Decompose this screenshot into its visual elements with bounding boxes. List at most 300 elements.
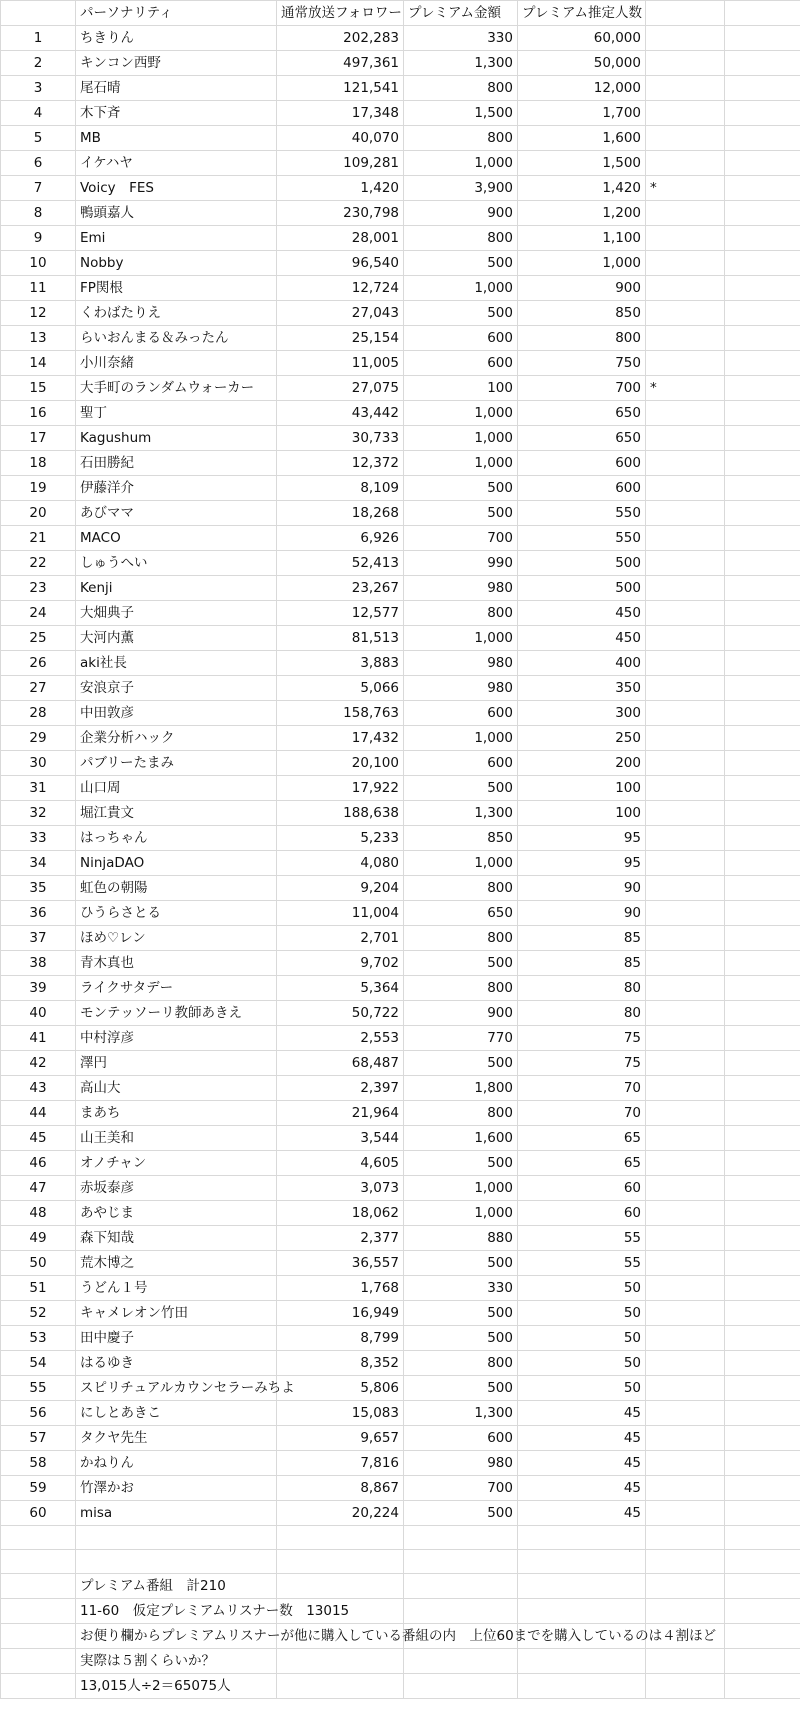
empty-cell[interactable] [725, 1451, 800, 1476]
empty-cell[interactable] [725, 1574, 800, 1599]
price-cell[interactable]: 1,000 [404, 451, 518, 476]
empty-cell[interactable] [725, 1550, 800, 1574]
followers-cell[interactable]: 12,372 [277, 451, 404, 476]
empty-cell[interactable] [725, 926, 800, 951]
rank-cell[interactable]: 1 [1, 26, 76, 51]
rank-cell[interactable]: 34 [1, 851, 76, 876]
rank-cell[interactable]: 24 [1, 601, 76, 626]
rank-cell[interactable]: 8 [1, 201, 76, 226]
price-cell[interactable]: 1,500 [404, 101, 518, 126]
estimated-cell[interactable]: 1,700 [518, 101, 646, 126]
empty-cell[interactable] [725, 1, 800, 26]
estimated-cell[interactable]: 350 [518, 676, 646, 701]
followers-cell[interactable]: 15,083 [277, 1401, 404, 1426]
personality-cell[interactable]: aki社長 [76, 651, 277, 676]
empty-cell[interactable] [725, 951, 800, 976]
estimated-cell[interactable]: 100 [518, 776, 646, 801]
empty-cell[interactable] [277, 1674, 404, 1699]
empty-cell[interactable] [646, 1574, 725, 1599]
note-cell[interactable] [646, 426, 725, 451]
personality-cell[interactable]: FP関根 [76, 276, 277, 301]
followers-cell[interactable]: 3,883 [277, 651, 404, 676]
empty-cell[interactable] [725, 876, 800, 901]
estimated-cell[interactable]: 85 [518, 926, 646, 951]
empty-cell[interactable] [725, 1401, 800, 1426]
empty-cell[interactable] [725, 826, 800, 851]
personality-cell[interactable]: 堀江貴文 [76, 801, 277, 826]
note-cell[interactable] [646, 1451, 725, 1476]
estimated-cell[interactable]: 1,200 [518, 201, 646, 226]
empty-cell[interactable] [518, 1574, 646, 1599]
personality-cell[interactable]: Nobby [76, 251, 277, 276]
rank-cell[interactable]: 47 [1, 1176, 76, 1201]
followers-cell[interactable]: 52,413 [277, 551, 404, 576]
rank-cell[interactable]: 49 [1, 1226, 76, 1251]
note-cell[interactable] [646, 501, 725, 526]
personality-cell[interactable]: オノチャン [76, 1151, 277, 1176]
note-cell[interactable] [646, 751, 725, 776]
personality-cell[interactable]: 中村淳彦 [76, 1026, 277, 1051]
price-cell[interactable]: 980 [404, 576, 518, 601]
personality-cell[interactable]: あびママ [76, 501, 277, 526]
personality-cell[interactable]: はっちゃん [76, 826, 277, 851]
rank-cell[interactable]: 19 [1, 476, 76, 501]
estimated-cell[interactable]: 550 [518, 501, 646, 526]
personality-cell[interactable]: タクヤ先生 [76, 1426, 277, 1451]
empty-cell[interactable] [404, 1649, 518, 1674]
rank-cell[interactable]: 32 [1, 801, 76, 826]
followers-cell[interactable]: 30,733 [277, 426, 404, 451]
empty-cell[interactable] [725, 476, 800, 501]
followers-cell[interactable]: 11,004 [277, 901, 404, 926]
estimated-cell[interactable]: 50,000 [518, 51, 646, 76]
followers-cell[interactable]: 6,926 [277, 526, 404, 551]
estimated-cell[interactable]: 600 [518, 476, 646, 501]
empty-cell[interactable] [725, 851, 800, 876]
header-estimated-cell[interactable]: プレミアム推定人数 [518, 1, 646, 26]
personality-cell[interactable]: 青木真也 [76, 951, 277, 976]
price-cell[interactable]: 650 [404, 901, 518, 926]
rank-cell[interactable]: 50 [1, 1251, 76, 1276]
price-cell[interactable]: 700 [404, 526, 518, 551]
followers-cell[interactable]: 21,964 [277, 1101, 404, 1126]
rank-cell[interactable]: 15 [1, 376, 76, 401]
estimated-cell[interactable]: 650 [518, 401, 646, 426]
note-cell[interactable] [646, 1476, 725, 1501]
followers-cell[interactable]: 81,513 [277, 626, 404, 651]
followers-cell[interactable]: 7,816 [277, 1451, 404, 1476]
personality-cell[interactable]: 高山大 [76, 1076, 277, 1101]
price-cell[interactable]: 800 [404, 926, 518, 951]
note-cell[interactable] [646, 1426, 725, 1451]
personality-cell[interactable]: 虹色の朝陽 [76, 876, 277, 901]
note-cell[interactable] [646, 1001, 725, 1026]
rank-cell[interactable]: 12 [1, 301, 76, 326]
empty-cell[interactable] [1, 1526, 76, 1550]
rank-cell[interactable]: 51 [1, 1276, 76, 1301]
rank-cell[interactable]: 6 [1, 151, 76, 176]
estimated-cell[interactable]: 50 [518, 1351, 646, 1376]
price-cell[interactable]: 1,300 [404, 1401, 518, 1426]
note-cell[interactable] [646, 301, 725, 326]
note-cell[interactable]: * [646, 376, 725, 401]
rank-cell[interactable]: 14 [1, 351, 76, 376]
estimated-cell[interactable]: 1,000 [518, 251, 646, 276]
note-cell[interactable] [646, 926, 725, 951]
followers-cell[interactable]: 20,100 [277, 751, 404, 776]
personality-cell[interactable]: 安浪京子 [76, 676, 277, 701]
followers-cell[interactable]: 8,352 [277, 1351, 404, 1376]
rank-cell[interactable]: 11 [1, 276, 76, 301]
empty-cell[interactable] [725, 1476, 800, 1501]
personality-cell[interactable]: 伊藤洋介 [76, 476, 277, 501]
personality-cell[interactable]: らいおんまる＆みったん [76, 326, 277, 351]
personality-cell[interactable]: misa [76, 1501, 277, 1526]
price-cell[interactable]: 330 [404, 1276, 518, 1301]
note-text-cell[interactable]: 実際は５割くらいか？ [76, 1649, 277, 1674]
price-cell[interactable]: 1,300 [404, 801, 518, 826]
empty-cell[interactable] [76, 1550, 277, 1574]
followers-cell[interactable]: 28,001 [277, 226, 404, 251]
empty-cell[interactable] [725, 1351, 800, 1376]
note-cell[interactable] [646, 1176, 725, 1201]
rank-cell[interactable]: 57 [1, 1426, 76, 1451]
empty-cell[interactable] [725, 1624, 800, 1649]
estimated-cell[interactable]: 65 [518, 1151, 646, 1176]
price-cell[interactable]: 500 [404, 1301, 518, 1326]
empty-cell[interactable] [725, 1101, 800, 1126]
price-cell[interactable]: 600 [404, 1426, 518, 1451]
empty-cell[interactable] [725, 1599, 800, 1624]
empty-cell[interactable] [725, 351, 800, 376]
personality-cell[interactable]: イケハヤ [76, 151, 277, 176]
personality-cell[interactable]: 竹澤かお [76, 1476, 277, 1501]
followers-cell[interactable]: 27,075 [277, 376, 404, 401]
rank-cell[interactable]: 9 [1, 226, 76, 251]
price-cell[interactable]: 600 [404, 326, 518, 351]
personality-cell[interactable]: Emi [76, 226, 277, 251]
followers-cell[interactable]: 23,267 [277, 576, 404, 601]
note-cell[interactable] [646, 876, 725, 901]
price-cell[interactable]: 600 [404, 351, 518, 376]
note-cell[interactable] [646, 951, 725, 976]
followers-cell[interactable]: 2,377 [277, 1226, 404, 1251]
followers-cell[interactable]: 2,553 [277, 1026, 404, 1051]
followers-cell[interactable]: 158,763 [277, 701, 404, 726]
price-cell[interactable]: 980 [404, 676, 518, 701]
followers-cell[interactable]: 5,364 [277, 976, 404, 1001]
followers-cell[interactable]: 17,348 [277, 101, 404, 126]
note-cell[interactable] [646, 76, 725, 101]
estimated-cell[interactable]: 60,000 [518, 26, 646, 51]
rank-cell[interactable]: 54 [1, 1351, 76, 1376]
empty-cell[interactable] [725, 301, 800, 326]
empty-cell[interactable] [518, 1526, 646, 1550]
note-text-cell[interactable]: プレミアム番組 計210 [76, 1574, 277, 1599]
note-cell[interactable] [646, 526, 725, 551]
empty-cell[interactable] [725, 976, 800, 1001]
price-cell[interactable]: 800 [404, 1101, 518, 1126]
empty-cell[interactable] [725, 1201, 800, 1226]
estimated-cell[interactable]: 200 [518, 751, 646, 776]
followers-cell[interactable]: 12,724 [277, 276, 404, 301]
empty-cell[interactable] [725, 1376, 800, 1401]
empty-cell[interactable] [725, 1176, 800, 1201]
empty-cell[interactable] [518, 1599, 646, 1624]
note-cell[interactable] [646, 51, 725, 76]
empty-cell[interactable] [725, 1526, 800, 1550]
estimated-cell[interactable]: 50 [518, 1326, 646, 1351]
estimated-cell[interactable]: 1,500 [518, 151, 646, 176]
rank-cell[interactable]: 29 [1, 726, 76, 751]
note-cell[interactable] [646, 1376, 725, 1401]
note-cell[interactable] [646, 1051, 725, 1076]
note-cell[interactable] [646, 251, 725, 276]
note-cell[interactable]: * [646, 176, 725, 201]
rank-cell[interactable]: 55 [1, 1376, 76, 1401]
personality-cell[interactable]: モンテッソーリ教師あきえ [76, 1001, 277, 1026]
note-cell[interactable] [646, 276, 725, 301]
followers-cell[interactable]: 5,066 [277, 676, 404, 701]
rank-cell[interactable]: 44 [1, 1101, 76, 1126]
rank-cell[interactable]: 17 [1, 426, 76, 451]
price-cell[interactable]: 800 [404, 126, 518, 151]
empty-cell[interactable] [646, 1599, 725, 1624]
empty-cell[interactable] [725, 401, 800, 426]
rank-cell[interactable]: 18 [1, 451, 76, 476]
followers-cell[interactable]: 4,080 [277, 851, 404, 876]
empty-cell[interactable] [725, 76, 800, 101]
estimated-cell[interactable]: 1,420 [518, 176, 646, 201]
personality-cell[interactable]: 田中慶子 [76, 1326, 277, 1351]
personality-cell[interactable]: 木下斉 [76, 101, 277, 126]
followers-cell[interactable]: 5,233 [277, 826, 404, 851]
followers-cell[interactable]: 5,806 [277, 1376, 404, 1401]
personality-cell[interactable]: 企業分析ハック [76, 726, 277, 751]
estimated-cell[interactable]: 45 [518, 1401, 646, 1426]
personality-cell[interactable]: 荒木博之 [76, 1251, 277, 1276]
empty-cell[interactable] [725, 1151, 800, 1176]
empty-cell[interactable] [725, 501, 800, 526]
rank-cell[interactable]: 35 [1, 876, 76, 901]
price-cell[interactable]: 700 [404, 1476, 518, 1501]
empty-cell[interactable] [1, 1599, 76, 1624]
rank-cell[interactable]: 39 [1, 976, 76, 1001]
personality-cell[interactable]: パブリーたまみ [76, 751, 277, 776]
rank-cell[interactable]: 48 [1, 1201, 76, 1226]
followers-cell[interactable]: 18,062 [277, 1201, 404, 1226]
empty-cell[interactable] [725, 1276, 800, 1301]
rank-cell[interactable]: 30 [1, 751, 76, 776]
empty-cell[interactable] [1, 1574, 76, 1599]
personality-cell[interactable]: キャメレオン竹田 [76, 1301, 277, 1326]
rank-cell[interactable]: 36 [1, 901, 76, 926]
empty-cell[interactable] [725, 276, 800, 301]
followers-cell[interactable]: 8,109 [277, 476, 404, 501]
note-cell[interactable] [646, 651, 725, 676]
rank-cell[interactable]: 27 [1, 676, 76, 701]
price-cell[interactable]: 900 [404, 1001, 518, 1026]
empty-cell[interactable] [646, 1550, 725, 1574]
price-cell[interactable]: 800 [404, 876, 518, 901]
empty-cell[interactable] [277, 1574, 404, 1599]
price-cell[interactable]: 100 [404, 376, 518, 401]
estimated-cell[interactable]: 45 [518, 1476, 646, 1501]
note-cell[interactable] [646, 351, 725, 376]
price-cell[interactable]: 1,000 [404, 276, 518, 301]
price-cell[interactable]: 1,000 [404, 1201, 518, 1226]
rank-cell[interactable]: 5 [1, 126, 76, 151]
estimated-cell[interactable]: 300 [518, 701, 646, 726]
personality-cell[interactable]: 中田敦彦 [76, 701, 277, 726]
header-followers-cell[interactable]: 通常放送フォロワー [277, 1, 404, 26]
estimated-cell[interactable]: 60 [518, 1176, 646, 1201]
followers-cell[interactable]: 96,540 [277, 251, 404, 276]
estimated-cell[interactable]: 55 [518, 1226, 646, 1251]
note-cell[interactable] [646, 1276, 725, 1301]
price-cell[interactable]: 770 [404, 1026, 518, 1051]
estimated-cell[interactable]: 1,600 [518, 126, 646, 151]
empty-cell[interactable] [518, 1674, 646, 1699]
estimated-cell[interactable]: 70 [518, 1076, 646, 1101]
empty-cell[interactable] [404, 1674, 518, 1699]
rank-cell[interactable]: 46 [1, 1151, 76, 1176]
price-cell[interactable]: 880 [404, 1226, 518, 1251]
followers-cell[interactable]: 121,541 [277, 76, 404, 101]
rank-cell[interactable]: 31 [1, 776, 76, 801]
empty-cell[interactable] [404, 1526, 518, 1550]
price-cell[interactable]: 500 [404, 251, 518, 276]
personality-cell[interactable]: 大河内薫 [76, 626, 277, 651]
price-cell[interactable]: 1,000 [404, 426, 518, 451]
header-personality-cell[interactable]: パーソナリティ [76, 1, 277, 26]
followers-cell[interactable]: 497,361 [277, 51, 404, 76]
rank-cell[interactable]: 16 [1, 401, 76, 426]
empty-cell[interactable] [646, 1649, 725, 1674]
empty-cell[interactable] [725, 1301, 800, 1326]
note-cell[interactable] [646, 576, 725, 601]
rank-cell[interactable]: 37 [1, 926, 76, 951]
followers-cell[interactable]: 27,043 [277, 301, 404, 326]
price-cell[interactable]: 1,000 [404, 1176, 518, 1201]
price-cell[interactable]: 850 [404, 826, 518, 851]
followers-cell[interactable]: 68,487 [277, 1051, 404, 1076]
estimated-cell[interactable]: 50 [518, 1276, 646, 1301]
header-price-cell[interactable]: プレミアム金額 [404, 1, 518, 26]
empty-cell[interactable] [646, 1526, 725, 1550]
empty-cell[interactable] [277, 1526, 404, 1550]
empty-cell[interactable] [725, 201, 800, 226]
estimated-cell[interactable]: 1,100 [518, 226, 646, 251]
empty-cell[interactable] [725, 126, 800, 151]
note-cell[interactable] [646, 201, 725, 226]
estimated-cell[interactable]: 400 [518, 651, 646, 676]
note-cell[interactable] [646, 801, 725, 826]
estimated-cell[interactable]: 45 [518, 1451, 646, 1476]
followers-cell[interactable]: 1,420 [277, 176, 404, 201]
empty-cell[interactable] [518, 1649, 646, 1674]
estimated-cell[interactable]: 90 [518, 876, 646, 901]
followers-cell[interactable]: 9,204 [277, 876, 404, 901]
followers-cell[interactable]: 17,922 [277, 776, 404, 801]
estimated-cell[interactable]: 600 [518, 451, 646, 476]
followers-cell[interactable]: 12,577 [277, 601, 404, 626]
price-cell[interactable]: 900 [404, 201, 518, 226]
personality-cell[interactable]: 大手町のランダムウォーカー [76, 376, 277, 401]
note-cell[interactable] [646, 1226, 725, 1251]
note-text-cell[interactable]: お便り欄からプレミアムリスナーが他に購入している番組の内 上位60までを購入しているのは４割ほど [76, 1624, 277, 1649]
price-cell[interactable]: 1,300 [404, 51, 518, 76]
note-cell[interactable] [646, 601, 725, 626]
estimated-cell[interactable]: 65 [518, 1126, 646, 1151]
personality-cell[interactable]: スピリチュアルカウンセラーみちよ [76, 1376, 277, 1401]
estimated-cell[interactable]: 100 [518, 801, 646, 826]
rank-cell[interactable]: 43 [1, 1076, 76, 1101]
price-cell[interactable]: 800 [404, 601, 518, 626]
note-cell[interactable] [646, 476, 725, 501]
note-cell[interactable] [646, 1201, 725, 1226]
price-cell[interactable]: 1,000 [404, 401, 518, 426]
price-cell[interactable]: 1,000 [404, 851, 518, 876]
estimated-cell[interactable]: 50 [518, 1376, 646, 1401]
estimated-cell[interactable]: 750 [518, 351, 646, 376]
rank-cell[interactable]: 28 [1, 701, 76, 726]
personality-cell[interactable]: 大畑典子 [76, 601, 277, 626]
rank-cell[interactable]: 22 [1, 551, 76, 576]
price-cell[interactable]: 330 [404, 26, 518, 51]
note-cell[interactable] [646, 626, 725, 651]
followers-cell[interactable]: 8,867 [277, 1476, 404, 1501]
rank-cell[interactable]: 21 [1, 526, 76, 551]
empty-cell[interactable] [725, 701, 800, 726]
personality-cell[interactable]: あやじま [76, 1201, 277, 1226]
note-cell[interactable] [646, 701, 725, 726]
price-cell[interactable]: 500 [404, 951, 518, 976]
note-cell[interactable] [646, 1126, 725, 1151]
estimated-cell[interactable]: 50 [518, 1301, 646, 1326]
price-cell[interactable]: 500 [404, 476, 518, 501]
price-cell[interactable]: 500 [404, 1151, 518, 1176]
followers-cell[interactable]: 40,070 [277, 126, 404, 151]
followers-cell[interactable]: 3,544 [277, 1126, 404, 1151]
empty-cell[interactable] [725, 151, 800, 176]
followers-cell[interactable]: 8,799 [277, 1326, 404, 1351]
empty-cell[interactable] [277, 1550, 404, 1574]
estimated-cell[interactable]: 450 [518, 601, 646, 626]
estimated-cell[interactable]: 70 [518, 1101, 646, 1126]
personality-cell[interactable]: 尾石晴 [76, 76, 277, 101]
empty-cell[interactable] [725, 551, 800, 576]
empty-cell[interactable] [725, 26, 800, 51]
rank-cell[interactable]: 59 [1, 1476, 76, 1501]
note-cell[interactable] [646, 676, 725, 701]
rank-cell[interactable]: 56 [1, 1401, 76, 1426]
note-cell[interactable] [646, 1026, 725, 1051]
followers-cell[interactable]: 50,722 [277, 1001, 404, 1026]
empty-cell[interactable] [725, 676, 800, 701]
rank-cell[interactable]: 45 [1, 1126, 76, 1151]
price-cell[interactable]: 1,000 [404, 151, 518, 176]
empty-cell[interactable] [725, 601, 800, 626]
rank-cell[interactable]: 40 [1, 1001, 76, 1026]
estimated-cell[interactable]: 95 [518, 851, 646, 876]
empty-cell[interactable] [277, 1649, 404, 1674]
empty-cell[interactable] [1, 1674, 76, 1699]
followers-cell[interactable]: 18,268 [277, 501, 404, 526]
estimated-cell[interactable]: 95 [518, 826, 646, 851]
note-cell[interactable] [646, 551, 725, 576]
empty-cell[interactable] [725, 1326, 800, 1351]
